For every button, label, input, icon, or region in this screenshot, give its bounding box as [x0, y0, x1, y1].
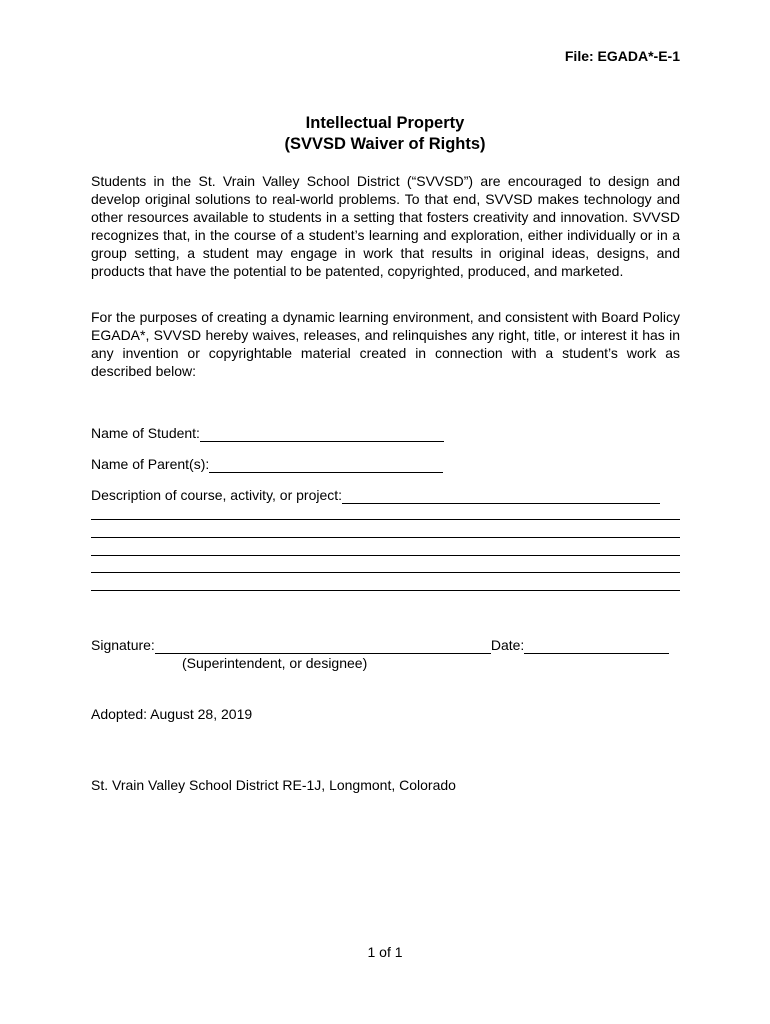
- description-blank[interactable]: [342, 488, 660, 504]
- document-title: [0, 113, 770, 155]
- title-line-2: (SVVSD Waiver of Rights): [284, 135, 486, 153]
- student-name-field: [91, 424, 444, 442]
- description-line[interactable]: [91, 537, 680, 538]
- date-label: Date:: [490, 637, 525, 653]
- description-label: Description of course, activity, or project:: [91, 487, 343, 503]
- parent-name-label: Name of Parent(s):: [91, 456, 210, 472]
- district-name: St. Vrain Valley School District RE-1J, Longmont, Colorado: [91, 777, 456, 793]
- parent-name-blank[interactable]: [209, 457, 443, 473]
- student-name-label: Name of Student:: [91, 425, 200, 441]
- title-line-1: Intellectual Property: [305, 114, 465, 132]
- student-name-blank[interactable]: [200, 426, 444, 442]
- intro-paragraph: Students in the St. Vrain Valley School District (“SVVSD”) are encouraged to design and develop original solutions to real-world problems. To that end, SVVSD makes technology and other resources available to students in a setting that fosters creativity and innovation. SVVSD recognizes that, in the course of a student’s learning and exploration, either individually or in a group setting, a student may engage in work that results in original ideas, designs, and products that have the potential to be patented, copyrighted, produced, and marketed.: [91, 173, 680, 279]
- description-line[interactable]: [91, 590, 680, 591]
- file-reference: File: EGADA*-E-1: [564, 48, 680, 64]
- description-line[interactable]: [91, 519, 680, 520]
- parent-name-field: [91, 455, 443, 473]
- description-line[interactable]: [91, 555, 680, 556]
- signature-blank[interactable]: [155, 638, 491, 654]
- date-blank[interactable]: [524, 638, 669, 654]
- adopted-date: Adopted: August 28, 2019: [91, 706, 253, 722]
- description-field: [91, 486, 660, 504]
- description-line[interactable]: [91, 572, 680, 573]
- waiver-paragraph: For the purposes of creating a dynamic learning environment, and consistent with Board Policy EGADA*, SVVSD hereby waives, releases, and relinquishes any right, title, or interest it has in any invention or copyrightable material created in connection with a student’s work as described below:: [91, 309, 680, 379]
- signature-label: Signature:: [91, 637, 155, 653]
- page-number: 1 of 1: [367, 944, 403, 960]
- signature-sublabel: (Superintendent, or designee): [182, 655, 368, 671]
- signature-row: [91, 636, 669, 654]
